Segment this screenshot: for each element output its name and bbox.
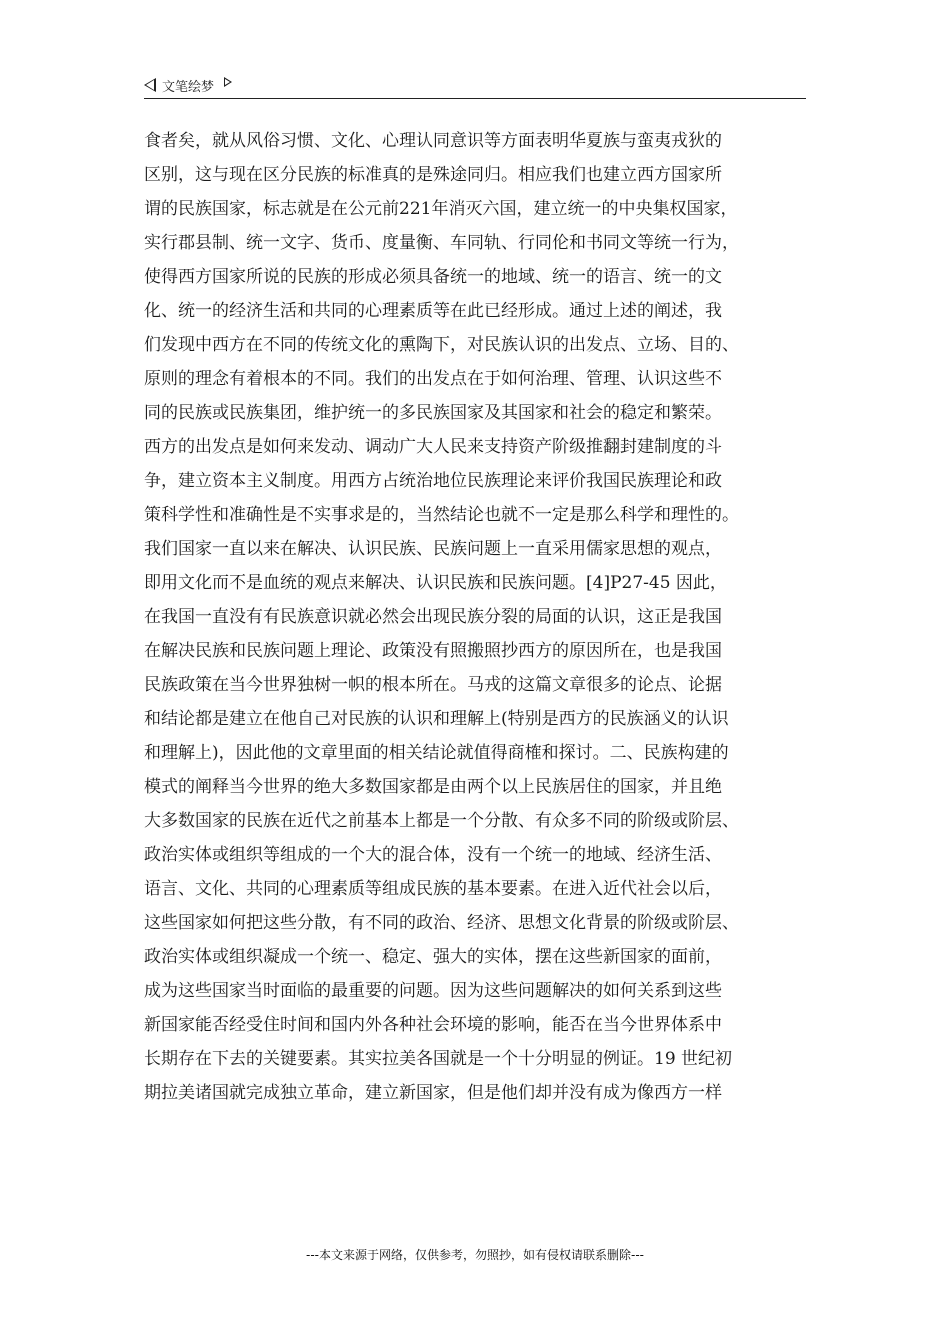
body-line: 策科学性和准确性是不实事求是的，当然结论也就不一定是那么科学和理性的。	[144, 505, 739, 525]
body-line: 们发现中西方在不同的传统文化的熏陶下，对民族认识的出发点、立场、目的、	[144, 335, 739, 355]
triangle-left-icon	[144, 78, 156, 92]
body-line: 成为这些国家当时面临的最重要的问题。因为这些问题解决的如何关系到这些	[144, 981, 722, 1001]
header-brand: 文笔绘梦	[162, 79, 215, 95]
body-line: 区别，这与现在区分民族的标准真的是殊途同归。相应我们也建立西方国家所	[144, 165, 722, 185]
body-line: 在我国一直没有有民族意识就必然会出现民族分裂的局面的认识，这正是我国	[144, 607, 722, 627]
triangle-right-icon	[224, 77, 232, 87]
body-line: 化、统一的经济生活和共同的心理素质等在此已经形成。通过上述的阐述，我	[144, 301, 722, 321]
body-line: 谓的民族国家，标志就是在公元前221年消灭六国，建立统一的中央集权国家，	[144, 199, 738, 219]
body-line: 这些国家如何把这些分散，有不同的政治、经济、思想文化背景的阶级或阶层、	[144, 913, 739, 933]
body-line: 同的民族或民族集团，维护统一的多民族国家及其国家和社会的稳定和繁荣。	[144, 403, 722, 423]
body-line: 新国家能否经受住时间和国内外各种社会环境的影响，能否在当今世界体系中	[144, 1015, 722, 1035]
body-line: 模式的阐释当今世界的绝大多数国家都是由两个以上民族居住的国家，并且绝	[144, 777, 722, 797]
body-line: 民族政策在当今世界独树一帜的根本所在。马戎的这篇文章很多的论点、论据	[144, 675, 722, 695]
body-line: 政治实体或组织等组成的一个大的混合体，没有一个统一的地域、经济生活、	[144, 845, 722, 865]
body-line: 西方的出发点是如何来发动、调动广大人民来支持资产阶级推翻封建制度的斗	[144, 437, 722, 457]
body-line: 长期存在下去的关键要素。其实拉美各国就是一个十分明显的例证。19 世纪初	[144, 1049, 733, 1069]
body-line: 政治实体或组织凝成一个统一、稳定、强大的实体，摆在这些新国家的面前，	[144, 947, 722, 967]
body-line: 原则的理念有着根本的不同。我们的出发点在于如何治理、管理、认识这些不	[144, 369, 722, 389]
body-line: 和理解上)，因此他的文章里面的相关结论就值得商榷和探讨。二、民族构建的	[144, 743, 729, 763]
body-line: 即用文化而不是血统的观点来解决、认识民族和民族问题。[4]P27-45 因此，	[144, 573, 727, 593]
body-line: 食者矣，就从风俗习惯、文化、心理认同意识等方面表明华夏族与蛮夷戎狄的	[144, 131, 722, 151]
body-line: 在解决民族和民族问题上理论、政策没有照搬照抄西方的原因所在，也是我国	[144, 641, 722, 661]
body-line: 我们国家一直以来在解决、认识民族、民族问题上一直采用儒家思想的观点，	[144, 539, 722, 559]
page-header	[144, 72, 806, 99]
body-line: 期拉美诸国就完成独立革命，建立新国家，但是他们却并没有成为像西方一样	[144, 1083, 722, 1103]
body-line: 争，建立资本主义制度。用西方占统治地位民族理论来评价我国民族理论和政	[144, 471, 722, 491]
body-line: 大多数国家的民族在近代之前基本上都是一个分散、有众多不同的阶级或阶层、	[144, 811, 739, 831]
footer-notice: ---本文来源于网络，仅供参考，勿照抄，如有侵权请联系删除---	[306, 1248, 644, 1262]
body-line: 和结论都是建立在他自己对民族的认识和理解上(特别是西方的民族涵义的认识	[144, 709, 729, 729]
body-line: 使得西方国家所说的民族的形成必须具备统一的地域、统一的语言、统一的文	[144, 267, 722, 287]
body-line: 语言、文化、共同的心理素质等组成民族的基本要素。在进入近代社会以后，	[144, 879, 722, 899]
body-text	[144, 124, 808, 1110]
body-line: 实行郡县制、统一文字、货币、度量衡、车同轨、行同伦和书同文等统一行为，	[144, 233, 739, 253]
